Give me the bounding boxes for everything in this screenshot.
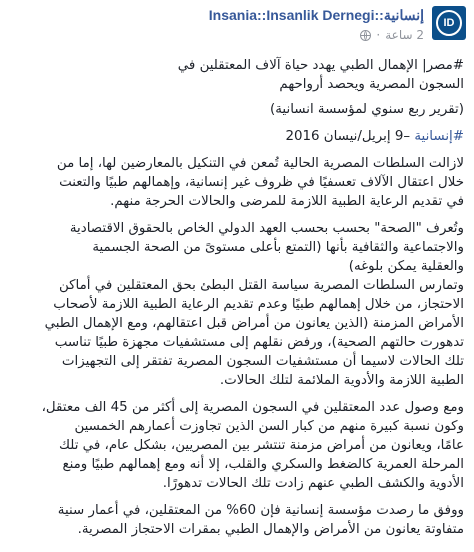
post-header bbox=[0, 0, 474, 50]
paragraph-line: الطبية اللازمة والأدوية الملائمة لتلك الحالات. bbox=[219, 373, 464, 388]
avatar-logo: ID bbox=[436, 10, 462, 36]
hashtag-link[interactable]: #إنسانية bbox=[414, 129, 464, 144]
paragraph-line: ووفق ما رصدت مؤسسة إنسانية فإن 60% من المعتقلين، في أعمار سنية bbox=[57, 503, 464, 518]
post-timestamp[interactable]: 2 ساعة bbox=[385, 28, 424, 42]
title-line: السجون المصرية ويحصد أرواحهم bbox=[279, 77, 464, 92]
paragraph-line: وكون نسبة كبيرة منهم من كبار السن الذين تجاوزت أعمارهم الخمسين bbox=[74, 419, 464, 434]
page-name-link[interactable]: Insania::Insanlik Dernegi::إنسانية bbox=[208, 7, 424, 23]
globe-icon[interactable] bbox=[360, 30, 371, 41]
paragraph bbox=[6, 398, 464, 493]
paragraph-line: وتُعرف "الصحة" بحسب بحسب العهد الدولي الخاص بالحقوق الاقتصادية bbox=[69, 221, 464, 236]
paragraph-line: عامًا، ويعانون من أمراض مزمنة تنتشر بين المصريين، بشكل عام، في تلك bbox=[58, 438, 464, 453]
page-avatar[interactable] bbox=[432, 6, 466, 40]
paragraph-line: خلال اعتقال الآلاف تعسفيًا في ظروف غير إنسانية، وإهمالهم طبيًا والتعنت bbox=[59, 175, 464, 190]
paragraph-line: الأدوية والكشف الطبي عنهم زادت تلك الحالات تدهورًا. bbox=[162, 476, 464, 491]
post-body bbox=[6, 56, 464, 547]
paragraph-line: وتمارس السلطات المصرية سياسة القتل البطئ بحق المعتقلين في أماكن bbox=[58, 278, 464, 293]
post-title bbox=[6, 56, 464, 119]
title-line: (تقرير ربع سنوي لمؤسسة انسانية) bbox=[270, 102, 464, 117]
paragraph-line: ومع وصول عدد المعتقلين في السجون المصرية إلى أكثر من 45 الف معتقل، bbox=[41, 400, 464, 415]
paragraph-line: لازالت السلطات المصرية الحالية تُمعن في التنكيل بالمعارضين لها، إما من bbox=[56, 156, 464, 171]
post-date-line bbox=[6, 127, 464, 146]
paragraph-line: متفاوتة يعانون من الأمراض والإهمال الطبي بمقرات الاحتجاز المصرية. bbox=[77, 522, 464, 537]
paragraph-line: المرحلة العمرية كالضغط والسكري والقلب، إلا أنه ومع إهمالهم طبيًا ومنع bbox=[62, 457, 464, 472]
paragraph-line: والعقلية يمكن بلوغه) bbox=[348, 259, 464, 274]
post-date: –9 إبريل/نيسان 2016 bbox=[285, 129, 415, 144]
paragraph bbox=[6, 219, 464, 390]
paragraph-line: الاحتجاز، من خلال إهمالهم طبيًا وعدم تقديم الرعاية الطبية اللازمة لأصحاب bbox=[53, 297, 464, 312]
paragraph bbox=[6, 154, 464, 211]
post-meta bbox=[360, 28, 424, 42]
paragraph-line: تدهورت حالتهم الصحية)، ورفض نقلهم إلى مستشفيات مجهزة طبيًا تناسب bbox=[54, 335, 464, 350]
paragraph bbox=[6, 501, 464, 539]
paragraph-line: الأمراض المزمنة (الذين يعانون من أمراض قبل اعتقالهم، ومع الإهمال الطبي bbox=[44, 316, 464, 331]
paragraph-line: في تقديم الرعاية الطبية اللازمة للمرضى والحالات الحرجة منهم. bbox=[110, 194, 464, 209]
title-line: #مصر| الإهمال الطبي يهدد حياة آلاف المعتقلين في bbox=[177, 58, 464, 73]
meta-separator: · bbox=[376, 28, 381, 42]
paragraph-line: والاجتماعية والثقافية بأنها (التمتع بأعلى مستوىً من الصحة الجسمية bbox=[92, 240, 464, 255]
paragraph-line: تلك الحالات لاسيما أن مستشفيات السجون المصرية تفتقر إلى التجهيزات bbox=[61, 354, 464, 369]
